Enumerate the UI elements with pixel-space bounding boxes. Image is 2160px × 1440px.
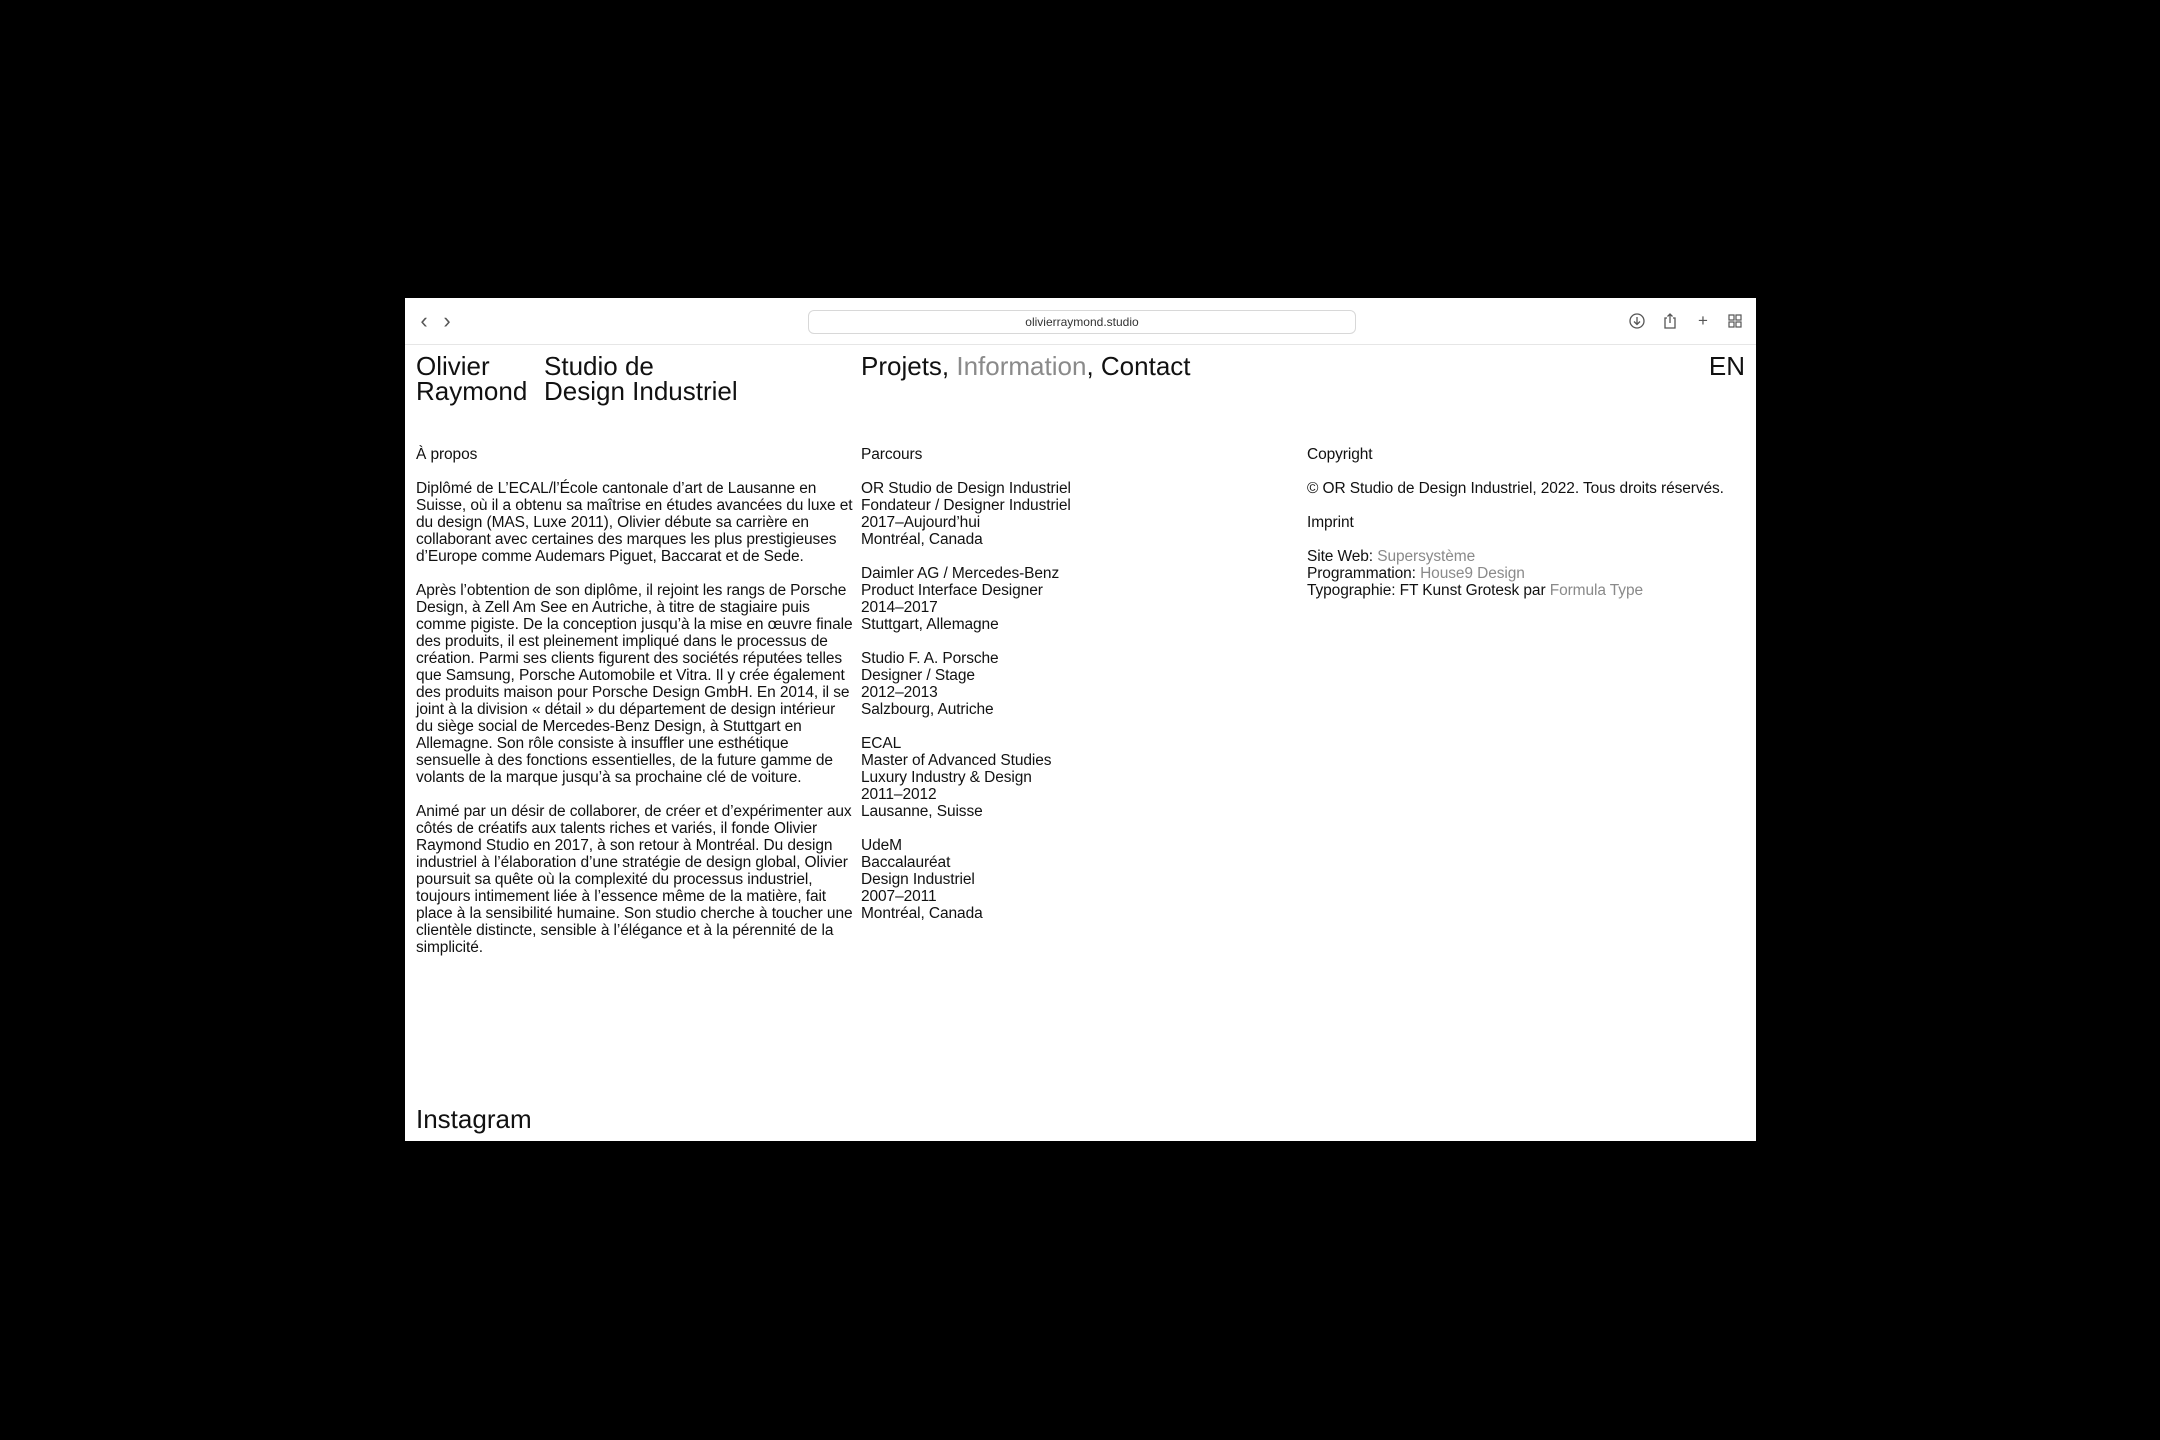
entry-line: 2007–2011	[861, 888, 937, 905]
entry-line: OR Studio de Design Industriel	[861, 480, 1071, 497]
site-name[interactable]	[416, 351, 528, 406]
entry-line: 2017–Aujourd’hui	[861, 514, 981, 531]
language-switch[interactable]: EN	[1708, 351, 1745, 381]
main-nav	[861, 351, 1191, 381]
about-paragraph: Après l’obtention de son diplôme, il rejoint les rangs de Porsche Design, à Zell Am See en Autriche, à titre de stagiaire puis comme pigiste. De la conception jusqu’à la mise en œuvre finale des produits, il est pleinement impliqué dans le processus de création. Parmi ses clients figurent des sociétés réputées telles que Samsung, Porsche Automobile et Vitra. Il y crée également des produits maison pour Porsche Design GmbH. En 2014, il se joint à la division « détail » du département de design intérieur du siège social de Mercedes-Benz Design, à Stuttgart en Allemagne. Son rôle consiste à insuffler une esthétique sensuelle à des fonctions essentielles, de la future gamme de volants de la marque jusqu’à sa prochaine clé de voiture.	[416, 582, 853, 786]
entry-line: Master of Advanced Studies	[861, 752, 1052, 769]
studio-subtitle-line1: Studio de	[544, 351, 654, 381]
credit-label: Typographie: FT Kunst Grotesk par	[1307, 582, 1550, 599]
entry-line: Lausanne, Suisse	[861, 803, 983, 820]
nav-separator: ,	[941, 351, 957, 381]
parcours-entry	[861, 837, 1261, 922]
entry-line: Luxury Industry & Design	[861, 769, 1032, 786]
about-column	[416, 446, 856, 973]
browser-window	[405, 298, 1756, 1141]
instagram-link[interactable]: Instagram	[416, 1104, 532, 1134]
entry-line: Daimler AG / Mercedes-Benz	[861, 565, 1060, 582]
copyright-column	[1307, 446, 1747, 599]
parcours-entry	[861, 565, 1261, 633]
credit-label: Programmation:	[1307, 565, 1421, 582]
credit-link[interactable]: Formula Type	[1549, 582, 1643, 599]
parcours-column	[861, 446, 1261, 939]
studio-subtitle-line2: Design Industriel	[544, 376, 738, 406]
entry-line: ECAL	[861, 735, 902, 752]
tab-overview-icon[interactable]	[1725, 311, 1745, 331]
entry-line: Product Interface Designer	[861, 582, 1043, 599]
about-paragraph: Animé par un désir de collaborer, de créer et d’expérimenter aux côtés de créatifs aux talents riches et variés, il fonde Olivier Raymond Studio en 2017, à son retour à Montréal. Du design industriel à l’élaboration d’une stratégie de design global, Olivier poursuit sa quête où la complexité du processus industriel, toujours intimement liée à l’essence même de la matière, fait place à la sensibilité humaine. Son studio cherche à toucher une clientèle distincte, sensible à l’élégance et à la pérennité de la simplicité.	[416, 803, 853, 956]
studio-subtitle	[544, 351, 738, 406]
entry-line: Baccalauréat	[861, 854, 951, 871]
nav-information[interactable]: Information	[956, 351, 1087, 381]
credit-programmation	[1307, 565, 1747, 582]
chevron-left-icon[interactable]: ‹	[420, 308, 428, 333]
entry-line: UdeM	[861, 837, 902, 854]
address-bar[interactable]: olivierraymond.studio	[808, 310, 1356, 334]
parcours-entry	[861, 650, 1261, 718]
entry-line: 2014–2017	[861, 599, 938, 616]
about-heading: À propos	[416, 446, 478, 463]
entry-line: 2012–2013	[861, 684, 938, 701]
browser-toolbar	[405, 298, 1756, 345]
site-name-line1: Olivier	[416, 351, 490, 381]
nav-projets[interactable]: Projets	[861, 351, 942, 381]
entry-line: Montréal, Canada	[861, 905, 983, 922]
entry-line: Salzbourg, Autriche	[861, 701, 994, 718]
imprint-heading: Imprint	[1307, 514, 1354, 531]
entry-line: 2011–2012	[861, 786, 937, 803]
nav-separator: ,	[1086, 351, 1101, 381]
credit-label: Site Web:	[1307, 548, 1378, 565]
download-icon[interactable]	[1627, 311, 1647, 331]
new-tab-icon[interactable]: +	[1698, 311, 1708, 330]
entry-line: Stuttgart, Allemagne	[861, 616, 999, 633]
chevron-right-icon[interactable]: ›	[443, 308, 451, 333]
parcours-heading: Parcours	[861, 446, 923, 463]
entry-line: Design Industriel	[861, 871, 975, 888]
credit-site-web	[1307, 548, 1747, 565]
site-name-line2: Raymond	[416, 376, 528, 406]
nav-contact[interactable]: Contact	[1100, 351, 1191, 381]
entry-line: Designer / Stage	[861, 667, 975, 684]
entry-line: Montréal, Canada	[861, 531, 983, 548]
about-paragraph: Diplômé de L’ECAL/l’École cantonale d’art de Lausanne en Suisse, où il a obtenu sa maîtrise en études avancées du luxe et du design (MAS, Luxe 2011), Olivier débute sa carrière en collaborant avec certaines des marques les plus prestigieuses d’Europe comme Audemars Piguet, Baccarat et de Sede.	[416, 480, 853, 565]
copyright-heading: Copyright	[1307, 446, 1373, 463]
parcours-entry	[861, 480, 1261, 548]
entry-line: Studio F. A. Porsche	[861, 650, 999, 667]
copyright-notice: © OR Studio de Design Industriel, 2022. Tous droits réservés.	[1307, 480, 1724, 497]
share-icon[interactable]	[1660, 311, 1680, 331]
entry-line: Fondateur / Designer Industriel	[861, 497, 1071, 514]
credit-link[interactable]: House9 Design	[1420, 565, 1525, 582]
credit-link[interactable]: Supersystème	[1377, 548, 1476, 565]
credit-typographie	[1307, 582, 1747, 599]
parcours-entry	[861, 735, 1261, 820]
